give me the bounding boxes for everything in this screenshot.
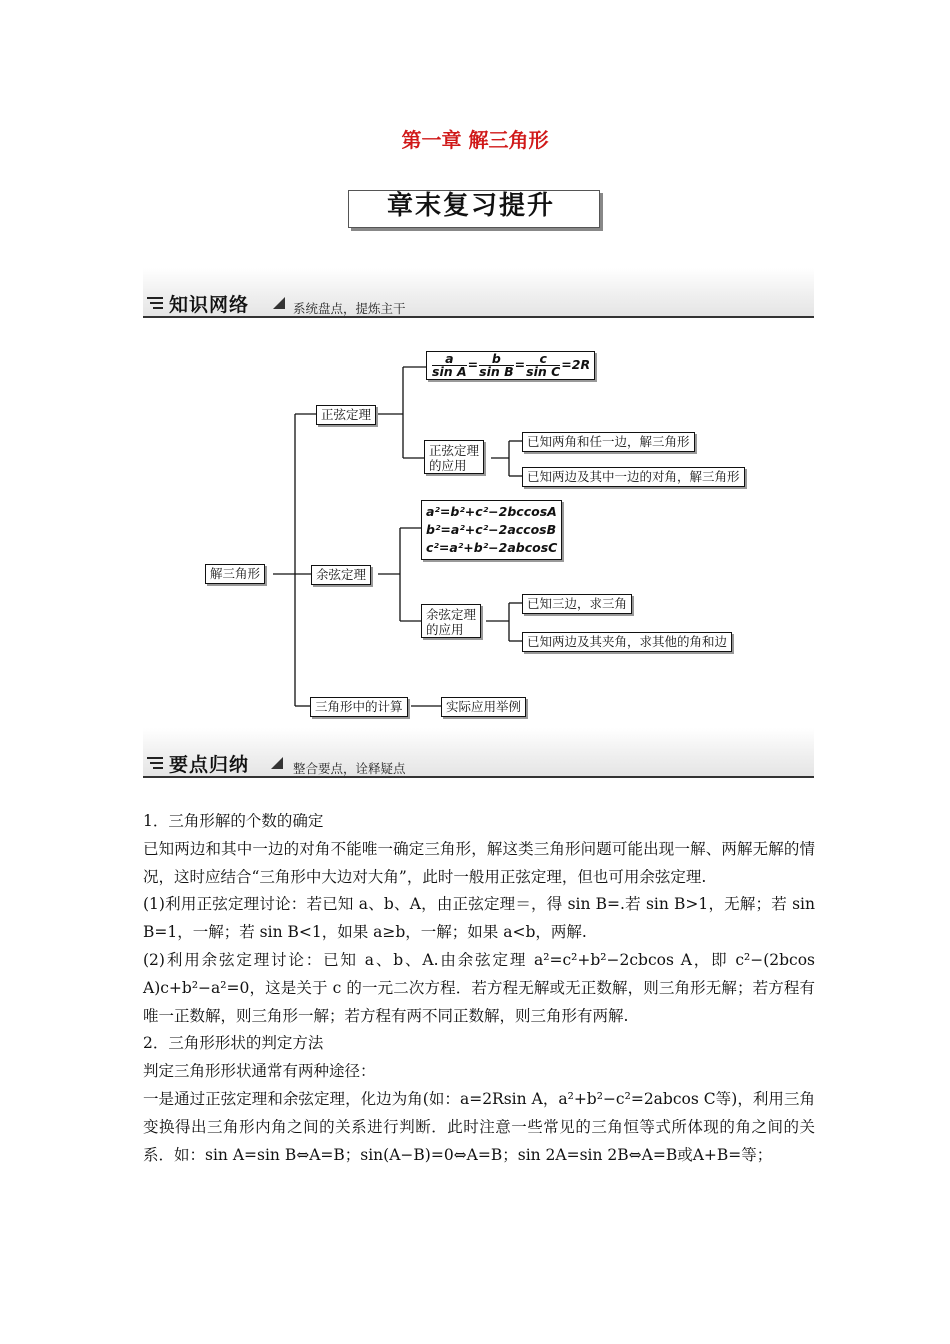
cosine-formulas-node [421,500,562,560]
knowledge-network-header [143,268,814,318]
equals-sign: = [514,357,526,372]
formula-line: c²=a²+b²−2abcosC [426,540,558,555]
sine-theorem-node: 正弦定理 [316,405,376,425]
formula-rhs: =2R [561,357,591,372]
sine-case-1: 已知两角和任一边，解三角形 [522,432,695,452]
denominator: sin C [526,364,561,379]
node-line: 的应用 [426,622,464,637]
section-rule [143,316,814,318]
mindmap-root: 解三角形 [205,564,265,584]
formula-line: b²=a²+c²−2accosB [426,522,557,537]
paragraph: 判定三角形形状通常有两种途径： [143,1062,376,1081]
knowledge-mindmap [195,348,755,720]
banner-title [342,186,600,228]
sine-application-node [424,440,484,474]
application-example-node: 实际应用举例 [441,697,526,717]
paragraph: 一是通过正弦定理和余弦定理，化边为角(如：a=2Rsin A，a²+b²−c²=2abcos C等)，利用三角变换得出三角形内角之间的关系进行判断．此时注意一些常见的三角恒等式所体现的角之间的关系．如：sin A=sin B⇔A=B；sin(A−B)=0⇔A=B；sin 2A=sin 2B⇔A=B或A+B=等； [143,1089,815,1164]
denominator: sin B [479,364,514,379]
fraction [432,353,467,378]
calculation-node: 三角形中的计算 [310,697,408,717]
numerator: a [432,353,467,366]
section-heading: 知识网络 [169,294,250,316]
paragraph: (1)利用正弦定理讨论：若已知 a、b、A，由正弦定理＝，得 sin B=.若 sin B>1，无解；若 sin B=1，一解；若 sin B<1，如果 a≥b，一解；如果 a<b，两解. [143,895,815,942]
cosine-application-node [421,604,481,638]
fraction [479,353,514,378]
numerator: c [526,353,560,366]
cosine-case-2: 已知两边及其夹角，求其他的角和边 [522,632,732,652]
section-subtitle: 整合要点，诠释疑点 [293,761,406,776]
paragraph: (2)利用余弦定理讨论：已知 a、b、A.由余弦定理 a²=c²+b²−2cbcos A，即 c²−(2bcos A)c+b²−a²=0，这是关于 c 的一元二次方程．若方程无解或无正数解，则三角形无解；若方程有唯一正数解，则三角形一解；若方程有两不同正数解，则三角形有两解. [143,950,815,1025]
banner-title-text: 章末复习提升 [379,191,563,221]
section-rule [143,776,814,778]
chapter-title: 第一章 解三角形 [401,128,549,152]
lines-icon [145,296,165,310]
sine-case-2: 已知两边及其中一边的对角，解三角形 [522,467,745,487]
point-heading: 1．三角形解的个数的确定 [143,812,324,830]
formula-line: a²=b²+c²−2bccosA [426,504,557,519]
node-line: 余弦定理 [426,607,477,622]
section-banner [342,186,600,228]
triangle-icon [273,297,285,309]
paragraph: 已知两边和其中一边的对角不能唯一确定三角形，解这类三角形问题可能出现一解、两解无解的情况，这时应结合“三角形中大边对大角”，此时一般用正弦定理，但也可用余弦定理. [143,839,815,886]
sine-formula-node [426,351,595,380]
numerator: b [479,353,514,366]
lines-icon [145,756,165,770]
point-heading: 2．三角形形状的判定方法 [143,1034,324,1053]
node-line: 的应用 [429,458,467,473]
equals-sign: = [467,357,479,372]
denominator: sin A [432,364,467,379]
cosine-case-1: 已知三边，求三角 [522,594,632,614]
triangle-icon [271,757,283,769]
section-subtitle: 系统盘点，提炼主干 [293,301,406,316]
cosine-theorem-node: 余弦定理 [311,565,371,585]
section-heading: 要点归纳 [169,754,250,776]
key-points-body [143,808,815,1169]
key-points-header [143,728,814,778]
node-line: 正弦定理 [429,443,480,458]
fraction [526,353,560,378]
